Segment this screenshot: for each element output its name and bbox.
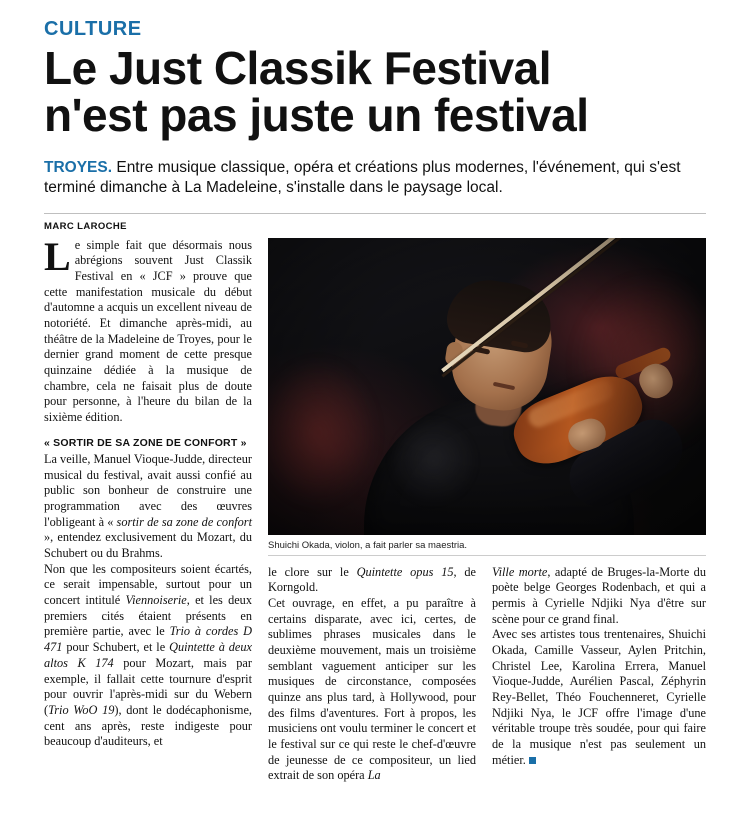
paragraph-text: , de Korngold. (268, 564, 476, 595)
emphasis-text: sortir de sa zone de confort (116, 514, 252, 529)
paragraph-text: , et les deux premiers cités étaient présents en première partie, avec le (44, 593, 252, 639)
body-column-3 (492, 565, 706, 769)
paragraph (492, 565, 706, 628)
paragraph-text: Cet ouvrage, en effet, a pu paraître à certains disparate, avec ici, certes, de sublimes phrases musicales dans le deuxième mouvement, mais un troisième semblant vaguement anticiper sur les musiques de circonstance, composées quinze ans plus tard, à Hollywood, pour des films d'aventures. Fort à propos, les musiciens ont voulu terminer le concert et le festival sur ce qui reste le chef-d'œuvre de jeunesse de ce compositeur, un lied extrait de son opéra (268, 596, 476, 783)
paragraph-text: Non que les compositeurs soient écartés, ce serait impensable, surtout pour un concert intitulé (44, 561, 252, 608)
body-column-1 (44, 233, 253, 750)
paragraph (44, 233, 252, 426)
page-title (44, 42, 706, 142)
paragraph-text: Avec ses artistes tous trentenaires, Shuichi Okada, Camille Vasseur, Aylen Pritchin, Christel Lee, Karolina Errera, Manuel Vioque-Judde, Aurélien Pascal, Zéphyrin Rey-Bellet, Théo Fouchenneret, Cyrielle Ndjiki Nya, le JCF offre l'image d'une véritable troupe très soudée, pour qui faire de la musique n'est pas seulement un métier. (492, 627, 706, 767)
divider (44, 213, 706, 214)
photo-block (268, 238, 706, 556)
standfirst-text: Entre musique classique, opéra et créations plus modernes, l'événement, qui s'est terminé dimanche à La Madeleine, s'installe dans le paysage local. (44, 158, 681, 197)
emphasis-text: Ville morte (492, 564, 548, 579)
paragraph-text: e simple fait que désormais nous abrégions souvent Just Classik Festival en « JCF » prouve que cette manifestation musicale du début d'automne a acquis un excellent niveau de notoriété. Et dimanche après-midi, au théâtre de la Madeleine de Troyes, pour le dernier grand moment de cette presque quinzaine dédiée à la musique de chambre, cela ne faisait plus de doute pour personne, à l'heure du bilan de la sixième édition. (44, 237, 252, 425)
article-photo (268, 238, 706, 535)
paragraph-text: pour Mozart, mais par exemple, il fallait cette tournure d'esprit pour ouvrir l'après-midi sur du Webern ( (44, 655, 252, 717)
paragraph-text: », entendez exclusivement du Mozart, du Schubert ou du Brahms. (44, 530, 252, 561)
emphasis-text: Trio à cordes D 471 (44, 624, 252, 655)
article-content (44, 18, 706, 783)
emphasis-text: La (367, 768, 381, 783)
paragraph (44, 562, 252, 750)
emphasis-text: Viennoiserie (125, 593, 187, 608)
emphasis-text: Quintette à deux altos K 174 (44, 640, 252, 670)
body-column-2 (268, 565, 476, 784)
paragraph-text: , adapté de Bruges-la-Morte du poète belge Georges Rodenbach, et qui a permis à Cyrielle Ndjiki Nya d'être sur scène pour ce grand final. (492, 564, 706, 626)
dateline: TROYES. (44, 158, 113, 176)
photo-caption: Shuichi Okada, violon, a fait parler sa maestria. (268, 540, 706, 556)
paragraph-text: La veille, Manuel Vioque-Judde, directeur musical du festival, avait aussi confié au public son bonheur de construire une programmation avec des œuvres l'obligeant à « (44, 452, 253, 529)
paragraph (268, 596, 476, 784)
photo-vignette (268, 238, 706, 535)
subheading: « SORTIR DE SA ZONE DE CONFORT » (44, 436, 247, 449)
section-kicker: CULTURE (44, 18, 142, 40)
headline-line-2: n'est pas juste un festival (44, 89, 589, 142)
headline-line-1: Le Just Classik Festival (44, 42, 552, 94)
end-mark (529, 757, 536, 764)
standfirst (44, 158, 684, 199)
paragraph (44, 452, 252, 562)
paragraph-text: ), dont le dodécaphonisme, cent ans après, reste indigeste pour beaucoup d'auditeurs, et (44, 702, 252, 749)
emphasis-text: Trio WoO 19 (48, 702, 115, 717)
paragraph (492, 627, 706, 768)
paragraph-text: pour Schubert, et le (62, 640, 170, 655)
byline: MARC LAROCHE (44, 220, 127, 232)
emphasis-text: Quintette opus 15 (356, 564, 454, 579)
drop-cap: L (44, 233, 71, 279)
paragraph (268, 565, 476, 596)
paragraph-text: le clore sur le (268, 564, 357, 579)
